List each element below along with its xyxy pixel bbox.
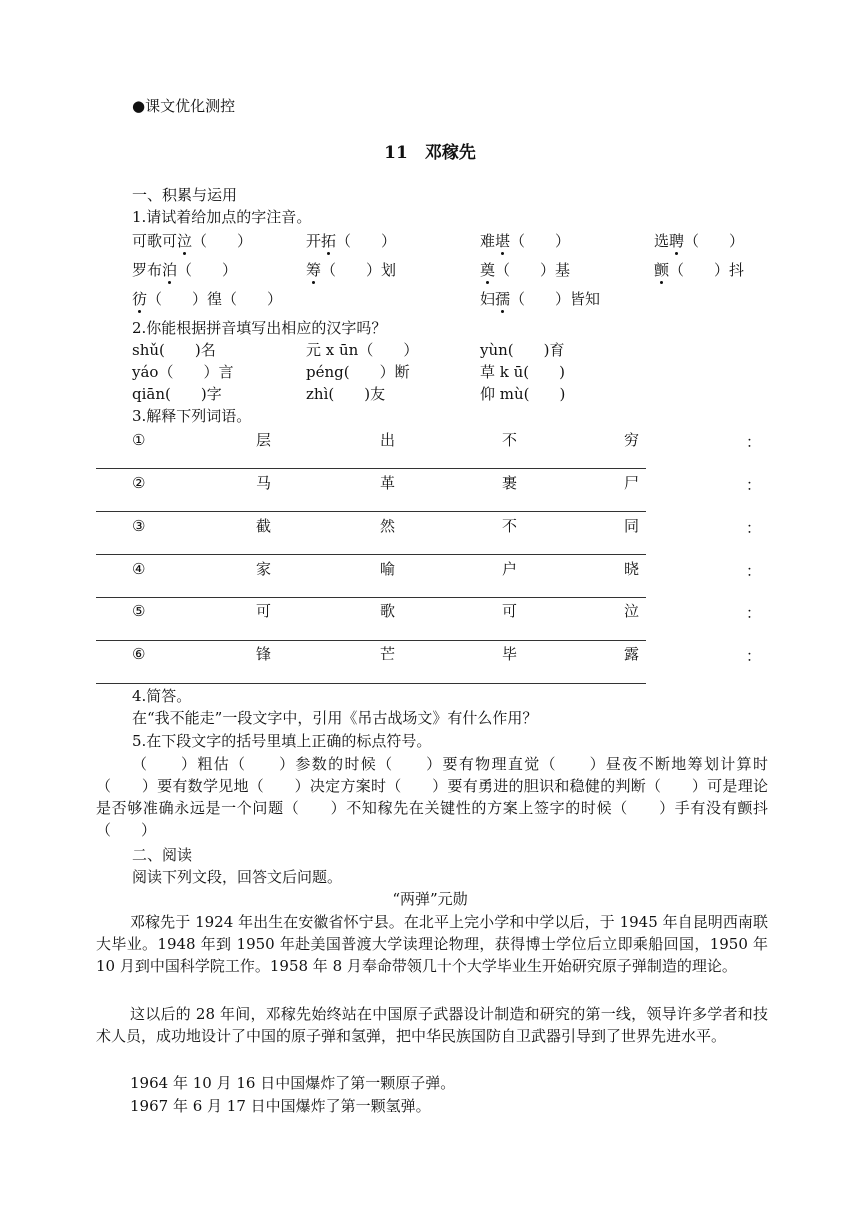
fill-item: 草 k ū( ) — [480, 363, 565, 381]
idiom-char: 晓 — [624, 560, 640, 578]
pinyin-item: 难堪（ ） — [480, 232, 571, 250]
pinyin-item: 可歌可泣（ ） — [132, 232, 253, 250]
question-4-prompt: 4.简答。 — [132, 687, 192, 705]
idiom-char: 芒 — [380, 645, 396, 663]
idiom-char: 喻 — [380, 560, 396, 578]
answer-line — [96, 468, 646, 469]
section-heading-2: 二、阅读 — [132, 846, 193, 864]
pinyin-item: 选聘（ ） — [654, 232, 745, 250]
fill-item: qiān( )字 — [132, 385, 222, 403]
punctuation-exercise: （ ）粗估（ ）参数的时候（ ）要有物理直觉（ ）昼夜不断地筹划计算时（ ）要有数学见地（ ）决定方案时（ ）要有勇进的胆识和稳健的判断（ ）可是理论是否够准确永远是一个问题（ ）不知稼先在关键性的方案上签字的时候（ ）手有没有颤抖（ ） — [96, 755, 768, 839]
answer-line — [96, 511, 646, 512]
fill-item: shǔ( )名 — [132, 341, 216, 359]
idiom-char: 户 — [502, 560, 518, 578]
idiom-char: 不 — [502, 431, 518, 449]
idiom-char: 可 — [256, 602, 272, 620]
idiom-char: 马 — [256, 474, 272, 492]
fill-item: yáo（ ）言 — [132, 363, 234, 381]
idiom-char: 裹 — [502, 474, 518, 492]
pinyin-item: 开拓（ ） — [306, 232, 397, 250]
idiom-char: 然 — [380, 517, 396, 535]
question-2-prompt: 2.你能根据拼音填写出相应的汉字吗？ — [132, 319, 387, 337]
pinyin-item: 颤（ ）抖 — [654, 261, 745, 279]
reading-instruction: 阅读下列文段，回答文后问题。 — [132, 868, 343, 886]
pinyin-item: 筹（ ）划 — [306, 261, 397, 279]
idiom-char: 出 — [380, 431, 396, 449]
idiom-char: 歌 — [380, 602, 396, 620]
question-4-text: 在“我不能走”一段文字中，引用《吊古战场文》有什么作用？ — [132, 709, 538, 727]
reading-paragraph: 这以后的 28 年间，邓稼先始终站在中国原子武器设计制造和研究的第一线，领导许多学者和技术人员，成功地设计了中国的原子弹和氢弹，把中华民族国防自卫武器引导到了世界先进水平。 — [96, 1005, 768, 1045]
item-number: ② — [132, 474, 146, 492]
question-1-prompt: 1.请试着给加点的字注音。 — [132, 208, 312, 226]
idiom-char: 毕 — [502, 645, 518, 663]
colon: ： — [746, 476, 762, 494]
idiom-char: 尸 — [624, 474, 640, 492]
colon: ： — [746, 647, 762, 665]
pinyin-item: 罗布泊（ ） — [132, 261, 238, 279]
answer-line — [96, 554, 646, 555]
reading-paragraph: 1964 年 10 月 16 日中国爆炸了第一颗原子弹。 — [130, 1074, 456, 1092]
idiom-char: 革 — [380, 474, 396, 492]
colon: ： — [746, 562, 762, 580]
idiom-char: 层 — [256, 431, 272, 449]
answer-line — [96, 683, 646, 684]
colon: ： — [746, 433, 762, 451]
idiom-char: 露 — [624, 645, 640, 663]
pinyin-item: 妇孺（ ）皆知 — [480, 290, 601, 308]
section-heading-1: 一、积累与运用 — [132, 186, 238, 204]
item-number: ③ — [132, 517, 146, 535]
idiom-char: 同 — [624, 517, 640, 535]
fill-item: 仰 mù( ) — [480, 385, 566, 403]
fill-item: yùn( )育 — [480, 341, 565, 359]
question-5-prompt: 5.在下段文字的括号里填上正确的标点符号。 — [132, 732, 432, 750]
reading-title: “两弹”元勋 — [392, 890, 468, 908]
idiom-char: 穷 — [624, 431, 640, 449]
idiom-char: 家 — [256, 560, 272, 578]
answer-line — [96, 640, 646, 641]
idiom-char: 可 — [502, 602, 518, 620]
colon: ： — [746, 604, 762, 622]
reading-paragraph: 1967 年 6 月 17 日中国爆炸了第一颗氢弹。 — [130, 1097, 431, 1115]
item-number: ⑥ — [132, 645, 146, 663]
idiom-char: 截 — [256, 517, 272, 535]
pinyin-item: 奠（ ）基 — [480, 261, 571, 279]
section-header: ●课文优化测控 — [132, 97, 236, 115]
item-number: ① — [132, 431, 146, 449]
page-title: 11 邓稼先 — [384, 143, 476, 163]
fill-item: zhì( )友 — [306, 385, 386, 403]
pinyin-item: 彷（ ）徨（ ） — [132, 290, 283, 308]
fill-item: péng( ）断 — [306, 363, 410, 381]
idiom-char: 泣 — [624, 602, 640, 620]
item-number: ⑤ — [132, 602, 146, 620]
colon: ： — [746, 519, 762, 537]
fill-item: 元 x ūn（ ） — [306, 341, 419, 359]
idiom-char: 不 — [502, 517, 518, 535]
idiom-char: 锋 — [256, 645, 272, 663]
item-number: ④ — [132, 560, 146, 578]
reading-paragraph: 邓稼先于 1924 年出生在安徽省怀宁县。在北平上完小学和中学以后，于 1945 年自昆明西南联大毕业。1948 年到 1950 年赴美国普渡大学读理论物理，获得博士学位后立即乘船回国，1950 年 10 月到中国科学院工作。1958 年 8 月奉命带领几十个大学毕业生开始研究原子弹制造的理论。 — [96, 913, 768, 975]
answer-line — [96, 597, 646, 598]
question-3-prompt: 3.解释下列词语。 — [132, 407, 252, 425]
